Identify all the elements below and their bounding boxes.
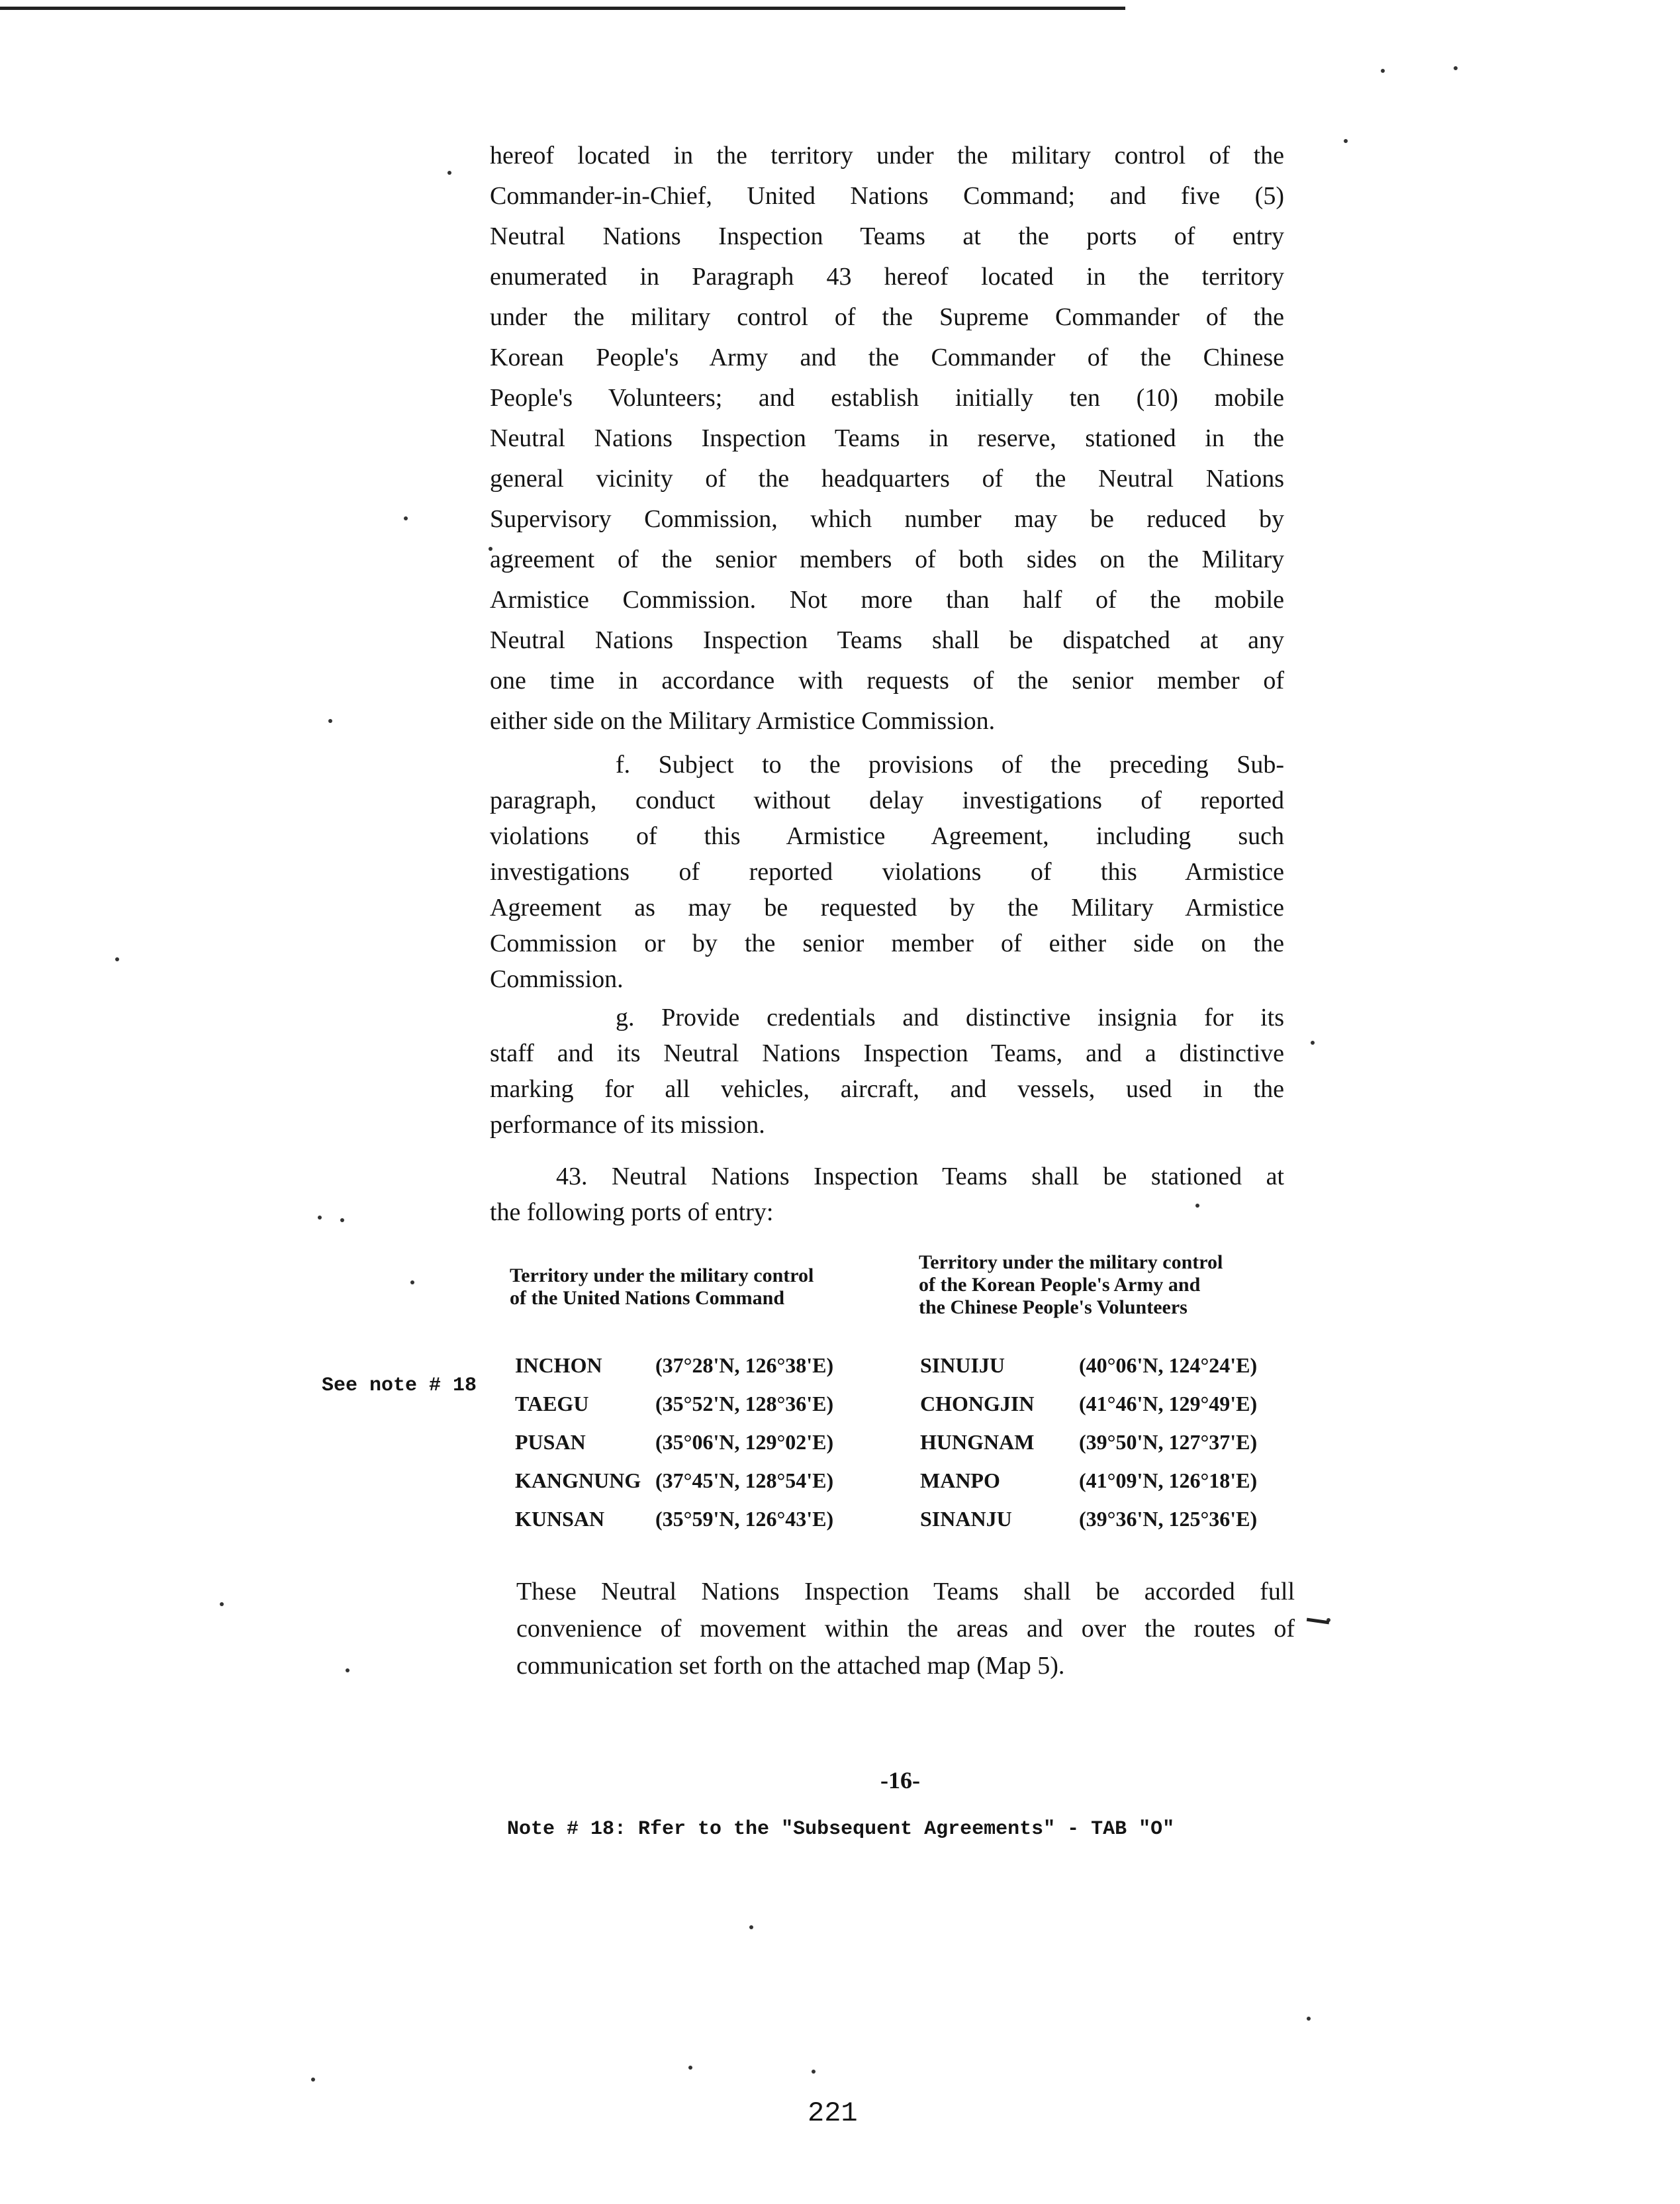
table-row — [515, 1353, 1296, 1392]
scan-speck — [340, 1218, 344, 1222]
scan-speck — [749, 1925, 753, 1929]
text-line: Neutral Nations Inspection Teams shall be dispatched at any — [490, 626, 1284, 654]
text-line: Neutral Nations Inspection Teams in reserve, stationed in the — [490, 424, 1284, 452]
scan-speck — [220, 1602, 224, 1606]
header-line: Territory under the military control — [919, 1251, 1223, 1273]
kpa-port-name: SINANJU — [920, 1507, 1012, 1531]
scan-speck — [447, 171, 451, 175]
margin-mark — [1307, 1618, 1329, 1625]
text-line: paragraph, conduct without delay investigations of reported — [490, 787, 1284, 814]
kpa-port-name: HUNGNAM — [920, 1430, 1035, 1454]
kpa-port-name: MANPO — [920, 1468, 1000, 1492]
text-line: Commander-in-Chief, United Nations Command; and five (5) — [490, 182, 1284, 210]
scan-speck — [328, 719, 332, 723]
text-line: Commission or by the senior member of either side on the — [490, 930, 1284, 957]
text-line: one time in accordance with requests of the senior member of — [490, 667, 1284, 695]
text-line: investigations of reported violations of this Armistice — [490, 858, 1284, 886]
side-note: See note # 18 — [322, 1374, 477, 1397]
text-line: under the military control of the Supreme Commander of the — [490, 303, 1284, 331]
table-header-un — [510, 1265, 887, 1310]
kpa-port-coords: (40°06'N, 124°24'E) — [1079, 1353, 1258, 1377]
table-row — [515, 1392, 1296, 1430]
text-line: Commission. — [490, 965, 624, 993]
text-line: These Neutral Nations Inspection Teams shall be accorded full — [516, 1578, 1295, 1605]
text-line: marking for all vehicles, aircraft, and vessels, used in the — [490, 1075, 1284, 1103]
kpa-port-coords: (41°09'N, 126°18'E) — [1079, 1468, 1258, 1492]
un-port-name: KUNSAN — [515, 1507, 605, 1531]
table-row — [515, 1468, 1296, 1507]
paragraph-43 — [490, 1159, 1284, 1230]
text-line: either side on the Military Armistice Commission. — [490, 707, 996, 735]
text-line: f. Subject to the provisions of the preceding Sub- — [616, 751, 1284, 779]
paragraph-f — [490, 747, 1284, 997]
text-line: 43. Neutral Nations Inspection Teams shall be stationed at — [556, 1163, 1284, 1190]
text-line: convenience of movement within the areas and over the routes of — [516, 1615, 1295, 1643]
un-port-coords: (35°59'N, 126°43'E) — [655, 1507, 834, 1531]
text-line: hereof located in the territory under the military control of the — [490, 142, 1284, 169]
un-port-coords: (37°28'N, 126°38'E) — [655, 1353, 834, 1377]
document-page-number: 221 — [808, 2097, 858, 2129]
scan-speck — [115, 957, 119, 961]
scan-speck — [1454, 66, 1458, 70]
scan-speck — [1311, 1041, 1315, 1045]
scan-speck — [812, 2070, 816, 2074]
page-number: -16- — [880, 1767, 920, 1794]
header-line: the Chinese People's Volunteers — [919, 1296, 1188, 1318]
kpa-port-coords: (39°50'N, 127°37'E) — [1079, 1430, 1258, 1454]
paragraph-g — [490, 1000, 1284, 1143]
text-line: staff and its Neutral Nations Inspection Teams, and a distinctive — [490, 1039, 1284, 1067]
text-line: Supervisory Commission, which number may be reduced by — [490, 505, 1284, 533]
top-border-line — [0, 7, 1125, 10]
scan-speck — [1344, 139, 1348, 143]
un-port-name: KANGNUNG — [515, 1468, 641, 1492]
text-line: Armistice Commission. Not more than half of the mobile — [490, 586, 1284, 614]
scan-speck — [346, 1668, 350, 1672]
header-line: of the United Nations Command — [510, 1287, 785, 1309]
paragraph-closing — [516, 1573, 1295, 1684]
scan-speck — [410, 1280, 414, 1284]
scan-speck — [1307, 2017, 1311, 2021]
un-port-coords: (35°06'N, 129°02'E) — [655, 1430, 834, 1454]
header-line: Territory under the military control — [510, 1265, 814, 1286]
kpa-port-coords: (39°36'N, 125°36'E) — [1079, 1507, 1258, 1531]
un-port-name: PUSAN — [515, 1430, 586, 1454]
kpa-port-name: SINUIJU — [920, 1353, 1005, 1377]
header-line: of the Korean People's Army and — [919, 1274, 1201, 1296]
table-header-kpa — [919, 1251, 1296, 1319]
text-line: People's Volunteers; and establish initially ten (10) mobile — [490, 384, 1284, 412]
text-line: g. Provide credentials and distinctive insignia for its — [616, 1004, 1284, 1031]
ports-table — [515, 1353, 1296, 1545]
text-line: Agreement as may be requested by the Military Armistice — [490, 894, 1284, 922]
un-port-coords: (35°52'N, 128°36'E) — [655, 1392, 834, 1415]
text-line: communication set forth on the attached map (Map 5). — [516, 1652, 1065, 1680]
scan-speck — [404, 516, 408, 520]
kpa-port-name: CHONGJIN — [920, 1392, 1035, 1415]
text-line: Korean People's Army and the Commander of the Chinese — [490, 344, 1284, 371]
un-port-coords: (37°45'N, 128°54'E) — [655, 1468, 834, 1492]
table-row — [515, 1507, 1296, 1545]
text-line: agreement of the senior members of both sides on the Military — [490, 546, 1284, 573]
text-line: general vicinity of the headquarters of the Neutral Nations — [490, 465, 1284, 493]
kpa-port-coords: (41°46'N, 129°49'E) — [1079, 1392, 1258, 1415]
scan-speck — [1381, 69, 1385, 73]
text-line: enumerated in Paragraph 43 hereof located in the territory — [490, 263, 1284, 291]
scan-speck — [311, 2078, 315, 2082]
text-line: violations of this Armistice Agreement, including such — [490, 822, 1284, 850]
scan-speck — [688, 2066, 692, 2070]
un-port-name: INCHON — [515, 1353, 602, 1377]
scan-speck — [318, 1216, 322, 1220]
table-row — [515, 1430, 1296, 1468]
footnote: Note # 18: Rfer to the "Subsequent Agreements" - TAB "O" — [507, 1818, 1175, 1841]
text-line: Neutral Nations Inspection Teams at the ports of entry — [490, 222, 1284, 250]
un-port-name: TAEGU — [515, 1392, 589, 1415]
paragraph-e-continued — [490, 136, 1284, 742]
text-line: performance of its mission. — [490, 1111, 765, 1139]
text-line: the following ports of entry: — [490, 1198, 774, 1226]
